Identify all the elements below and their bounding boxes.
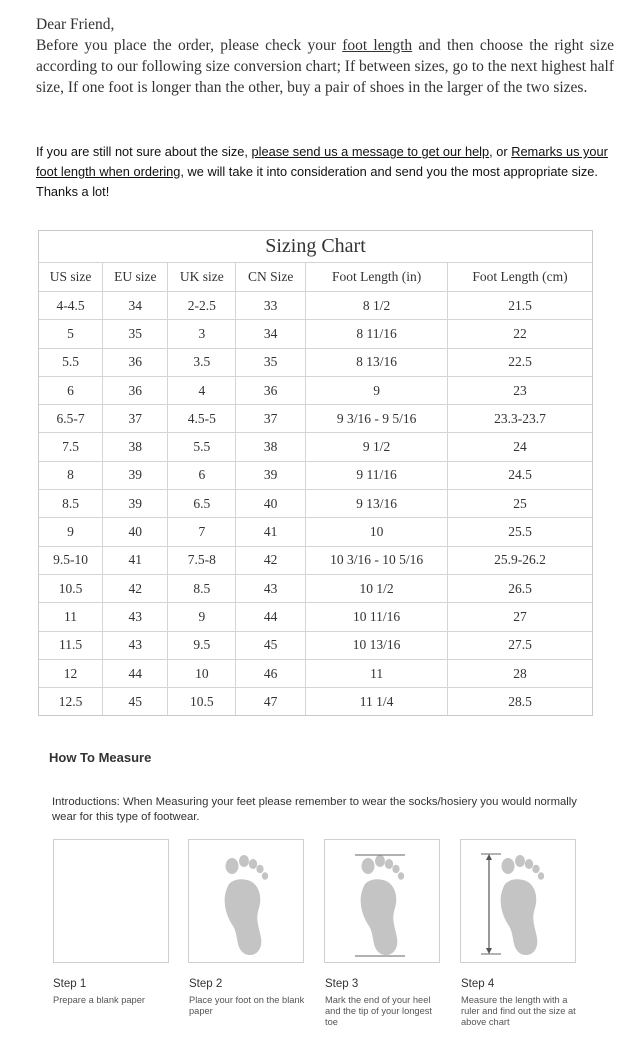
cell-eu-size: 36 <box>103 376 168 404</box>
col-foot-length-cm: Foot Length (cm) <box>448 263 593 292</box>
cell-uk-size: 6 <box>168 461 236 489</box>
note-text-1: If you are still not sure about the size, <box>36 144 252 159</box>
step-2-title: Step 2 <box>189 978 223 990</box>
cell-eu-size: 41 <box>103 546 168 574</box>
cell-foot-length-cm: 21.5 <box>448 292 593 320</box>
step-3-image <box>324 839 440 963</box>
size-row <box>39 546 592 574</box>
cell-cn-size: 47 <box>236 688 306 716</box>
foot-length-link[interactable]: foot length <box>342 37 413 54</box>
size-table-body <box>39 292 592 716</box>
cell-uk-size: 2-2.5 <box>168 292 236 320</box>
step-3-description: Mark the end of your heel and the tip of your longest toe <box>325 995 432 1027</box>
size-table-header <box>39 263 592 292</box>
cell-foot-length-in: 8 11/16 <box>306 320 448 348</box>
cell-foot-length-in: 9 11/16 <box>306 461 448 489</box>
how-to-measure-title: How To Measure <box>49 750 152 765</box>
cell-foot-length-in: 9 3/16 - 9 5/16 <box>306 405 448 433</box>
cell-foot-length-cm: 25.9-26.2 <box>448 546 593 574</box>
cell-us-size: 12 <box>39 659 103 687</box>
cell-foot-length-cm: 25 <box>448 490 593 518</box>
cell-foot-length-in: 9 13/16 <box>306 490 448 518</box>
foot-ruler-icon <box>461 840 577 964</box>
size-row <box>39 433 592 461</box>
cell-cn-size: 38 <box>236 433 306 461</box>
size-row <box>39 659 592 687</box>
cell-cn-size: 44 <box>236 603 306 631</box>
cell-foot-length-cm: 27 <box>448 603 593 631</box>
cell-us-size: 4-4.5 <box>39 292 103 320</box>
cell-us-size: 5.5 <box>39 348 103 376</box>
cell-eu-size: 39 <box>103 461 168 489</box>
col-us-size: US size <box>39 263 103 292</box>
size-row <box>39 688 592 716</box>
sizing-chart <box>38 230 593 716</box>
cell-uk-size: 9.5 <box>168 631 236 659</box>
cell-uk-size: 7 <box>168 518 236 546</box>
size-row <box>39 320 592 348</box>
size-row <box>39 603 592 631</box>
cell-uk-size: 10.5 <box>168 688 236 716</box>
remarks-link[interactable]: Remarks us your foot length when ordering <box>36 144 608 179</box>
col-foot-length-in: Foot Length (in) <box>306 263 448 292</box>
cell-foot-length-in: 9 1/2 <box>306 433 448 461</box>
cell-foot-length-cm: 22 <box>448 320 593 348</box>
cell-eu-size: 40 <box>103 518 168 546</box>
cell-uk-size: 4.5-5 <box>168 405 236 433</box>
intro-text-a: Before you place the order, please check your <box>36 37 343 54</box>
cell-us-size: 7.5 <box>39 433 103 461</box>
step-1-description: Prepare a blank paper <box>53 995 145 1005</box>
foot-marked-icon <box>325 840 441 964</box>
step-1-title: Step 1 <box>53 978 87 990</box>
cell-cn-size: 37 <box>236 405 306 433</box>
foot-icon <box>189 840 305 964</box>
cell-foot-length-cm: 27.5 <box>448 631 593 659</box>
cell-uk-size: 10 <box>168 659 236 687</box>
cell-foot-length-in: 10 11/16 <box>306 603 448 631</box>
cell-us-size: 11.5 <box>39 631 103 659</box>
cell-eu-size: 39 <box>103 490 168 518</box>
intro-paragraph <box>36 35 614 98</box>
cell-cn-size: 46 <box>236 659 306 687</box>
size-help-note <box>36 142 626 202</box>
cell-foot-length-cm: 23 <box>448 376 593 404</box>
cell-eu-size: 38 <box>103 433 168 461</box>
size-table <box>39 263 592 715</box>
blank-paper-icon <box>54 840 170 964</box>
cell-us-size: 8.5 <box>39 490 103 518</box>
cell-foot-length-cm: 28 <box>448 659 593 687</box>
size-row <box>39 461 592 489</box>
cell-cn-size: 33 <box>236 292 306 320</box>
cell-cn-size: 36 <box>236 376 306 404</box>
cell-uk-size: 9 <box>168 603 236 631</box>
cell-eu-size: 43 <box>103 603 168 631</box>
col-cn-size: CN Size <box>236 263 306 292</box>
cell-eu-size: 43 <box>103 631 168 659</box>
cell-foot-length-in: 10 <box>306 518 448 546</box>
col-uk-size: UK size <box>168 263 236 292</box>
step-3-title: Step 3 <box>325 978 359 990</box>
step-2-image <box>188 839 304 963</box>
step-4-description: Measure the length with a ruler and find out the size at above chart <box>461 995 576 1027</box>
cell-uk-size: 7.5-8 <box>168 546 236 574</box>
step-4-image <box>460 839 576 963</box>
size-row <box>39 292 592 320</box>
cell-cn-size: 34 <box>236 320 306 348</box>
cell-eu-size: 34 <box>103 292 168 320</box>
cell-foot-length-cm: 22.5 <box>448 348 593 376</box>
cell-cn-size: 42 <box>236 546 306 574</box>
cell-foot-length-cm: 25.5 <box>448 518 593 546</box>
size-row <box>39 574 592 602</box>
measure-introduction: Introductions: When Measuring your feet please remember to wear the socks/hosiery you would normally wear for this type of footwear. <box>52 796 577 823</box>
step-1-image <box>53 839 169 963</box>
cell-cn-size: 43 <box>236 574 306 602</box>
step-2-description: Place your foot on the blank paper <box>189 995 305 1016</box>
cell-foot-length-in: 10 1/2 <box>306 574 448 602</box>
size-row <box>39 518 592 546</box>
cell-foot-length-in: 8 13/16 <box>306 348 448 376</box>
greeting: Dear Friend, <box>36 16 115 33</box>
cell-uk-size: 3.5 <box>168 348 236 376</box>
cell-foot-length-cm: 28.5 <box>448 688 593 716</box>
cell-foot-length-cm: 24.5 <box>448 461 593 489</box>
cell-eu-size: 36 <box>103 348 168 376</box>
col-eu-size: EU size <box>103 263 168 292</box>
cell-cn-size: 41 <box>236 518 306 546</box>
cell-foot-length-in: 10 3/16 - 10 5/16 <box>306 546 448 574</box>
cell-foot-length-cm: 23.3-23.7 <box>448 405 593 433</box>
sizing-chart-title: Sizing Chart <box>39 231 592 263</box>
cell-us-size: 11 <box>39 603 103 631</box>
size-row <box>39 376 592 404</box>
cell-us-size: 12.5 <box>39 688 103 716</box>
cell-foot-length-cm: 24 <box>448 433 593 461</box>
cell-us-size: 5 <box>39 320 103 348</box>
cell-cn-size: 45 <box>236 631 306 659</box>
cell-foot-length-in: 9 <box>306 376 448 404</box>
cell-eu-size: 45 <box>103 688 168 716</box>
intro-message <box>36 14 614 98</box>
cell-uk-size: 6.5 <box>168 490 236 518</box>
cell-us-size: 6 <box>39 376 103 404</box>
cell-eu-size: 35 <box>103 320 168 348</box>
cell-uk-size: 5.5 <box>168 433 236 461</box>
step-4-title: Step 4 <box>461 978 495 990</box>
size-row <box>39 490 592 518</box>
cell-us-size: 10.5 <box>39 574 103 602</box>
cell-us-size: 8 <box>39 461 103 489</box>
cell-uk-size: 8.5 <box>168 574 236 602</box>
cell-us-size: 9 <box>39 518 103 546</box>
size-row <box>39 348 592 376</box>
cell-cn-size: 35 <box>236 348 306 376</box>
size-row <box>39 405 592 433</box>
cell-cn-size: 40 <box>236 490 306 518</box>
cell-uk-size: 4 <box>168 376 236 404</box>
cell-cn-size: 39 <box>236 461 306 489</box>
cell-foot-length-cm: 26.5 <box>448 574 593 602</box>
cell-foot-length-in: 10 13/16 <box>306 631 448 659</box>
cell-foot-length-in: 11 1/4 <box>306 688 448 716</box>
cell-us-size: 9.5-10 <box>39 546 103 574</box>
size-row <box>39 631 592 659</box>
cell-us-size: 6.5-7 <box>39 405 103 433</box>
cell-foot-length-in: 11 <box>306 659 448 687</box>
note-text-3: , we will take it into consideration and send you the most appropriate size. Thanks a lot! <box>36 164 598 199</box>
cell-eu-size: 44 <box>103 659 168 687</box>
cell-eu-size: 37 <box>103 405 168 433</box>
intro-text-b: and then choose the right size according to our following size conversion chart; If between sizes, go to the next highest half size, If one foot is longer than the other, buy a pair of shoes in the larger of the two sizes. <box>36 37 614 96</box>
cell-eu-size: 42 <box>103 574 168 602</box>
cell-foot-length-in: 8 1/2 <box>306 292 448 320</box>
cell-uk-size: 3 <box>168 320 236 348</box>
message-link[interactable]: please send us a message to get our help <box>251 144 490 159</box>
note-text-2: , or <box>489 144 512 159</box>
